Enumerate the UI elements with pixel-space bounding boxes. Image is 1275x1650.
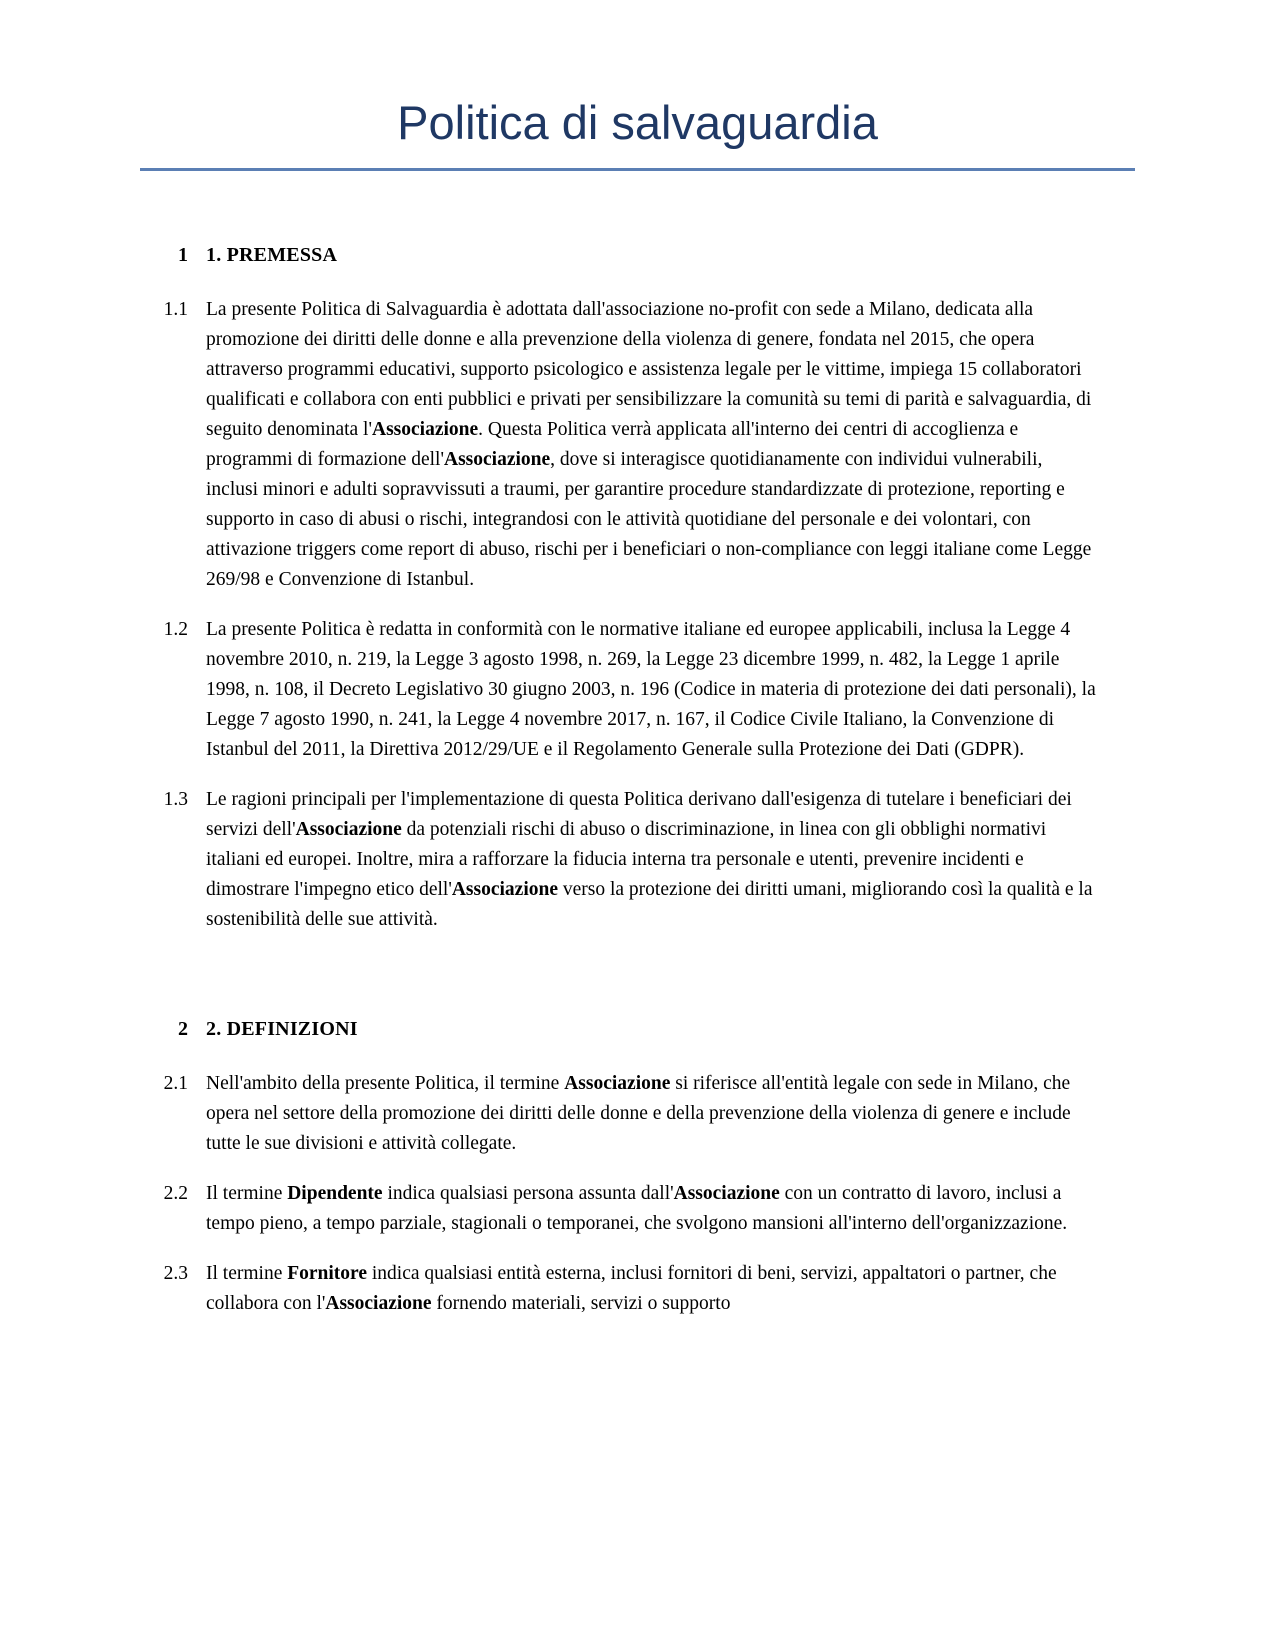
paragraph-number: 2.1 xyxy=(163,1073,188,1095)
numbered-paragraph xyxy=(136,785,1099,935)
defined-term: Associazione xyxy=(371,419,479,441)
text-run: , dove si interagisce quotidianamente con individui vulnerabili, inclusi minori e adulti sopravvissuti a traumi, per garantire procedure standardizzate di protezione, reporting e supporto in caso di abusi o rischi, integrandosi con le attività quotidiane del personale e dei volontari, con attivazione triggers come report di abuso, rischi per i beneficiari o non-compliance con leggi italiane come Legge 269/98 e Convenzione di Istanbul. xyxy=(206,449,1092,591)
paragraph-text xyxy=(188,1069,1099,1159)
paragraph-text xyxy=(188,295,1099,595)
defined-term: Associazione xyxy=(325,1293,432,1315)
numbered-paragraph xyxy=(136,615,1099,765)
section-spacer xyxy=(136,955,1099,1015)
text-run: verso la protezione dei diritti umani, migliorando così la qualità e la sostenibilità delle sue attività. xyxy=(206,879,1093,931)
numbered-paragraph xyxy=(136,295,1099,595)
text-run: La presente Politica di Salvaguardia è adottata dall'associazione no-profit con sede a Milano, dedicata alla promozione dei diritti delle donne e alla prevenzione della violenza di genere, fondata nel 2015, che opera attraverso programmi educativi, supporto psicologico e assistenza legale per le vittime, impiega 15 collaboratori qualificati e collabora con enti pubblici e privati per sensibilizzare la comunità su temi di parità e salvaguardia, di seguito denominata l' xyxy=(206,299,1092,441)
numbered-paragraph xyxy=(136,1069,1099,1159)
defined-term: Associazione xyxy=(451,879,558,901)
sections-container xyxy=(136,241,1099,1319)
numbered-paragraph xyxy=(136,1179,1099,1239)
section-heading-label: 1. PREMESSA xyxy=(206,244,338,267)
text-run: indica qualsiasi entità esterna, inclusi fornitori di beni, servizi, appaltatori o partner, che collabora con l' xyxy=(206,1263,1057,1315)
text-run: si riferisce all'entità legale con sede in Milano, che opera nel settore della promozione dei diritti delle donne e della prevenzione della violenza di genere e include tutte le sue divisioni e attività collegate. xyxy=(206,1073,1071,1155)
text-run: Nell'ambito della presente Politica, il termine xyxy=(206,1073,565,1095)
text-run: da potenziali rischi di abuso o discriminazione, in linea con gli obblighi normativi italiani ed europei. Inoltre, mira a rafforzare la fiducia interna tra personale e utenti, prevenire incidenti e dimostrare l'impegno etico dell' xyxy=(206,819,1047,901)
title-divider xyxy=(140,168,1135,171)
section-number: 2 xyxy=(178,1018,188,1041)
defined-term: Fornitore xyxy=(287,1263,367,1285)
paragraph-number: 1.1 xyxy=(163,299,188,321)
defined-term: Associazione xyxy=(564,1073,671,1095)
paragraph-number: 2.3 xyxy=(163,1263,188,1285)
document-body xyxy=(0,241,1275,1319)
text-run: con un contratto di lavoro, inclusi a tempo pieno, a tempo parziale, stagionali o temporanei, che svolgono mansioni all'interno dell'organizzazione. xyxy=(206,1183,1068,1235)
defined-term: Dipendente xyxy=(287,1183,383,1205)
paragraph-text xyxy=(188,615,1099,765)
paragraph-number: 1.2 xyxy=(163,619,188,641)
paragraph-text xyxy=(188,1179,1099,1239)
numbered-paragraph xyxy=(136,1259,1099,1319)
paragraph-number: 1.3 xyxy=(163,789,188,811)
text-run: . Questa Politica verrà applicata all'interno dei centri di accoglienza e programmi di formazione dell' xyxy=(206,419,1019,471)
section-heading xyxy=(136,241,1099,269)
text-run: fornendo materiali, servizi o supporto xyxy=(431,1293,731,1315)
text-run: Il termine xyxy=(206,1263,288,1285)
title-block xyxy=(0,0,1275,171)
section-heading-label: 2. DEFINIZIONI xyxy=(206,1018,358,1041)
section-heading xyxy=(136,1015,1099,1043)
paragraph-number: 2.2 xyxy=(163,1183,188,1205)
text-run: La presente Politica è redatta in conformità con le normative italiane ed europee applicabili, inclusa la Legge 4 novembre 2010, n. 219, la Legge 3 agosto 1998, n. 269, la Legge 23 dicembre 1999, n. 482, la Legge 1 aprile 1998, n. 108, il Decreto Legislativo 30 giugno 2003, n. 196 (Codice in materia di protezione dei dati personali), la Legge 7 agosto 1990, n. 241, la Legge 4 novembre 2017, n. 167, il Codice Civile Italiano, la Convenzione di Istanbul del 2011, la Direttiva 2012/29/UE e il Regolamento Generale sulla Protezione dei Dati (GDPR). xyxy=(206,619,1096,761)
defined-term: Associazione xyxy=(673,1183,780,1205)
paragraph-text xyxy=(188,1259,1099,1319)
text-run: Le ragioni principali per l'implementazione di questa Politica derivano dall'esigenza di tutelare i beneficiari dei servizi dell' xyxy=(206,789,1072,841)
defined-term: Associazione xyxy=(443,449,551,471)
text-run: indica qualsiasi persona assunta dall' xyxy=(382,1183,674,1205)
text-run: Il termine xyxy=(206,1183,288,1205)
section-number: 1 xyxy=(178,244,188,267)
paragraph-text xyxy=(188,785,1099,935)
defined-term: Associazione xyxy=(295,819,402,841)
page-title: Politica di salvaguardia xyxy=(397,96,878,149)
